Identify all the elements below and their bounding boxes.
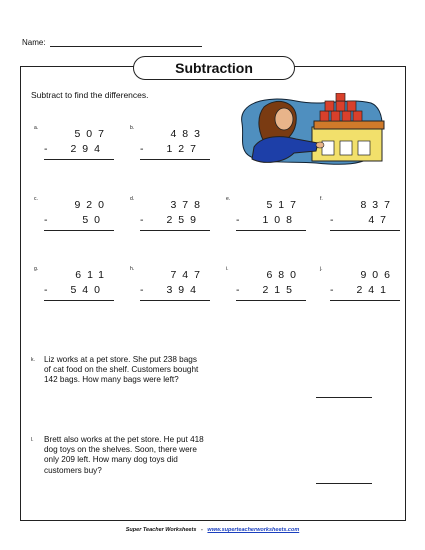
subtrahend: 394 bbox=[166, 284, 202, 296]
answer-rule bbox=[236, 230, 306, 231]
minus-sign: - bbox=[140, 214, 144, 226]
name-field bbox=[22, 38, 202, 47]
minuend: 378 bbox=[170, 199, 206, 211]
minus-sign: - bbox=[44, 214, 48, 226]
minuend: 747 bbox=[170, 269, 206, 281]
minus-sign: - bbox=[330, 284, 334, 296]
subtrahend: 108 bbox=[262, 214, 298, 226]
minuend: 680 bbox=[266, 269, 302, 281]
problem-letter: h. bbox=[130, 266, 135, 272]
problem-a bbox=[34, 125, 114, 175]
problem-d bbox=[130, 196, 210, 246]
footer-brand: Super Teacher Worksheets bbox=[125, 527, 197, 533]
minuend: 611 bbox=[75, 269, 110, 281]
problem-i bbox=[226, 266, 306, 316]
problem-h bbox=[130, 266, 210, 316]
footer-separator: - bbox=[200, 527, 203, 533]
subtrahend: 50 bbox=[82, 214, 106, 226]
problem-letter: g. bbox=[34, 266, 39, 272]
subtrahend: 540 bbox=[70, 284, 106, 296]
subtrahend: 215 bbox=[262, 284, 298, 296]
problem-letter: f. bbox=[320, 196, 323, 202]
problem-j bbox=[320, 266, 400, 316]
answer-line-l[interactable] bbox=[316, 483, 372, 484]
problem-letter: l. bbox=[31, 437, 34, 443]
problem-b bbox=[130, 125, 210, 175]
minus-sign: - bbox=[44, 284, 48, 296]
subtrahend: 47 bbox=[368, 214, 392, 226]
word-problem-text: Brett also works at the pet store. He put 418 dog toys on the shelves. Soon, there were only 209 left. How many dog toys did customers buy? bbox=[44, 435, 204, 475]
name-label: Name: bbox=[22, 38, 46, 47]
minus-sign: - bbox=[330, 214, 334, 226]
instructions: Subtract to find the differences. bbox=[31, 90, 149, 100]
answer-rule bbox=[44, 230, 114, 231]
name-line[interactable] bbox=[50, 38, 202, 47]
problem-letter: a. bbox=[34, 125, 39, 131]
problem-letter: d. bbox=[130, 196, 135, 202]
footer bbox=[0, 527, 425, 533]
problem-letter: j. bbox=[320, 266, 323, 272]
minuend: 483 bbox=[170, 128, 206, 140]
problem-g bbox=[34, 266, 114, 316]
minuend: 920 bbox=[74, 199, 110, 211]
problem-letter: e. bbox=[226, 196, 231, 202]
minuend: 906 bbox=[360, 269, 396, 281]
subtrahend: 127 bbox=[166, 143, 202, 155]
footer-link[interactable]: www.superteacherworksheets.com bbox=[207, 527, 300, 533]
problem-f bbox=[320, 196, 400, 246]
problem-letter: c. bbox=[34, 196, 38, 202]
answer-rule bbox=[44, 159, 114, 160]
minus-sign: - bbox=[236, 284, 240, 296]
pet-store-worker-illustration bbox=[236, 93, 386, 169]
answer-rule bbox=[330, 300, 400, 301]
answer-rule bbox=[44, 300, 114, 301]
problem-e bbox=[226, 196, 306, 246]
subtrahend: 259 bbox=[166, 214, 202, 226]
minuend: 507 bbox=[74, 128, 110, 140]
subtrahend: 294 bbox=[70, 143, 106, 155]
answer-rule bbox=[140, 300, 210, 301]
subtrahend: 241 bbox=[356, 284, 392, 296]
answer-rule bbox=[140, 159, 210, 160]
minus-sign: - bbox=[140, 284, 144, 296]
minuend: 517 bbox=[266, 199, 302, 211]
problem-c bbox=[34, 196, 114, 246]
problem-letter: b. bbox=[130, 125, 135, 131]
answer-rule bbox=[140, 230, 210, 231]
minus-sign: - bbox=[236, 214, 240, 226]
minuend: 837 bbox=[360, 199, 396, 211]
minus-sign: - bbox=[44, 143, 48, 155]
answer-rule bbox=[236, 300, 306, 301]
answer-rule bbox=[330, 230, 400, 231]
problem-letter: k. bbox=[31, 357, 35, 363]
problem-letter: i. bbox=[226, 266, 229, 272]
answer-line-k[interactable] bbox=[316, 397, 372, 398]
minus-sign: - bbox=[140, 143, 144, 155]
word-problem-text: Liz works at a pet store. She put 238 bags of cat food on the shelf. Customers bought 142 bags. How many bags were left? bbox=[44, 355, 199, 385]
page-title: Subtraction bbox=[133, 56, 295, 80]
